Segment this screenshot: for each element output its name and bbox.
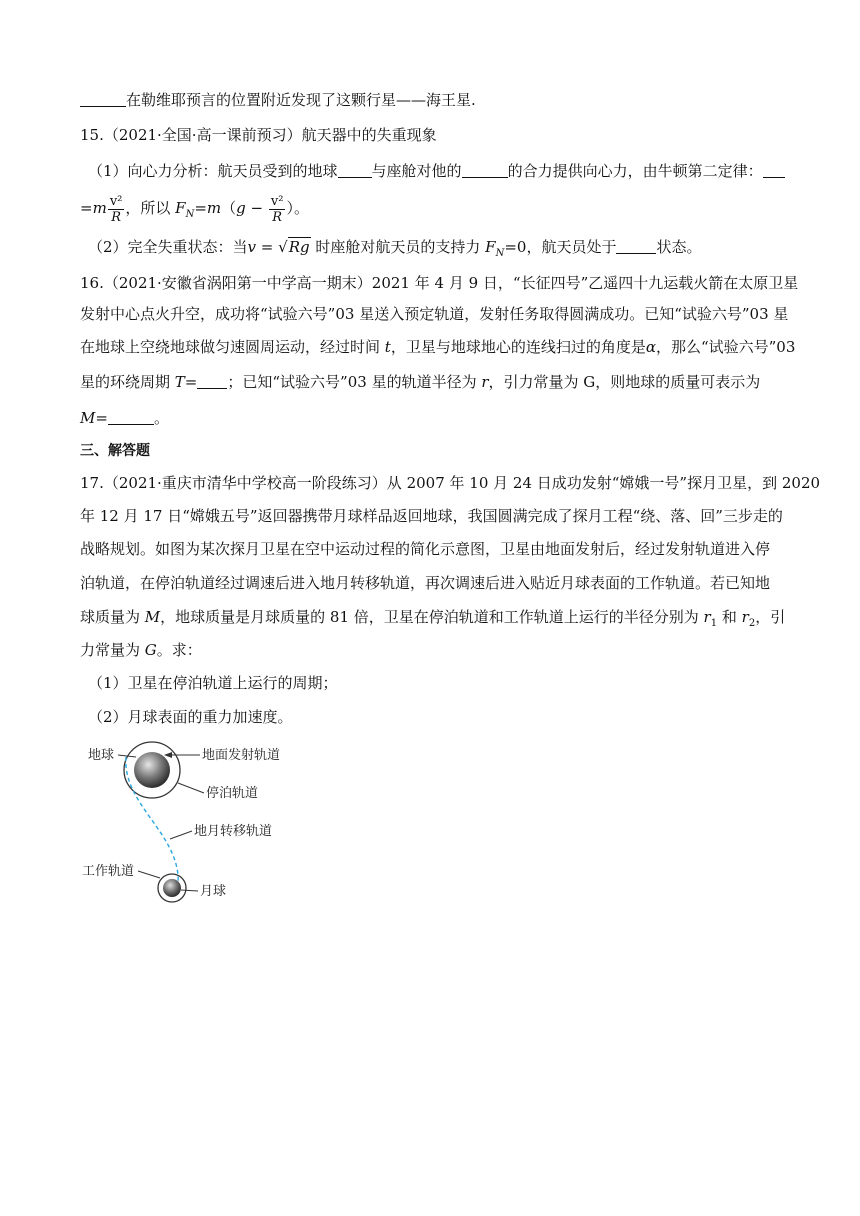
text-line: 在勒维耶预言的位置附近发现了这颗行星——海王星. (80, 90, 476, 110)
moon-sphere (163, 879, 181, 897)
answer-blank[interactable] (197, 373, 227, 389)
question-16-line-5: M= 。 (80, 409, 169, 427)
question-15-part-2: （2）完全失重状态：当v = √Rg 时座舱对航天员的支持力 $F_N=0$，航天员处于 状态。 (88, 238, 702, 259)
transfer-orbit-label: 地月转移轨道 (194, 824, 273, 839)
question-17-line-5: 球质量为 M，地球质量是月球质量的 81 倍，卫星在停泊轨道和工作轨道上运行的半径分别为 $r_1$ 和 $r_2$，引 (80, 608, 786, 629)
work-orbit-label: 工作轨道 (82, 864, 135, 879)
question-15-part-1: （1）向心力分析：航天员受到的地球 与座舱对他的 的合力提供向心力，由牛顿第二定律： (88, 161, 785, 181)
question-15-formula: =m $\frac{\text{v²}}{R}$ ，所以 $F_N=m(g$ − $\frac{\text{v²}}{R}$ ）。 (80, 193, 309, 225)
answer-blank[interactable] (338, 162, 372, 178)
question-15-title: 15.（2021·全国·高一课前预习）航天器中的失重现象 (80, 126, 437, 144)
answer-blank[interactable] (462, 162, 508, 178)
question-16-line-3: 在地球上空绕地球做匀速圆周运动，经过时间 t，卫星与地球地心的连线扫过的角度是α，那么“试验六号”03 (80, 338, 796, 356)
earth-sphere (134, 752, 170, 788)
fraction: $\frac{\text{v²}}{R}$ (270, 193, 284, 225)
question-17-subquestion-2: （2）月球表面的重力加速度。 (88, 708, 293, 726)
question-16-line-2: 发射中心点火升空，成功将“试验六号”03 星送入预定轨道，发射任务取得圆满成功。已知“试验六号”03 星 (80, 305, 789, 323)
answer-blank[interactable] (108, 409, 154, 425)
fraction: $\frac{\text{v²}}{R}$ (109, 193, 123, 225)
answer-blank[interactable] (616, 238, 656, 254)
question-16-line-4: 星的环绕周期 T= ；已知“试验六号”03 星的轨道半径为 r，引力常量为 G，则地球的质量可表示为 (80, 373, 761, 391)
launch-orbit-label: 地面发射轨道 (202, 748, 281, 763)
orbit-diagram (82, 735, 322, 915)
question-17-line-2: 年 12 月 17 日“嫦娥五号”返回器携带月球样品返回地球，我国圆满完成了探月工程“绕、落、回”三步走的 (80, 507, 783, 525)
answer-blank[interactable] (763, 162, 785, 178)
question-17-line-3: 战略规划。如图为某次探月卫星在空中运动过程的简化示意图，卫星由地面发射后，经过发射轨道进入停 (80, 540, 771, 558)
question-17-line-4: 泊轨道，在停泊轨道经过调速后进入地月转移轨道，再次调速后进入贴近月球表面的工作轨道。若已知地 (80, 574, 771, 592)
question-17-line-6: 力常量为 G。求： (80, 641, 202, 659)
question-17-line-1: 17.（2021·重庆市清华中学校高一阶段练习）从 2007 年 10 月 24 日成功发射“嫦娥一号”探月卫星，到 2020 (80, 474, 821, 492)
parking-orbit-label: 停泊轨道 (206, 786, 259, 801)
question-16-line-1: 16.（2021·安徽省涡阳第一中学高一期末）2021 年 4 月 9 日，“长征四号”乙遥四十九运载火箭在太原卫星 (80, 274, 799, 292)
earth-label: 地球 (88, 748, 115, 763)
section-heading: 三、解答题 (80, 443, 150, 459)
answer-blank[interactable] (80, 91, 126, 107)
moon-label: 月球 (200, 884, 227, 899)
question-17-subquestion-1: （1）卫星在停泊轨道上运行的周期； (88, 674, 338, 692)
